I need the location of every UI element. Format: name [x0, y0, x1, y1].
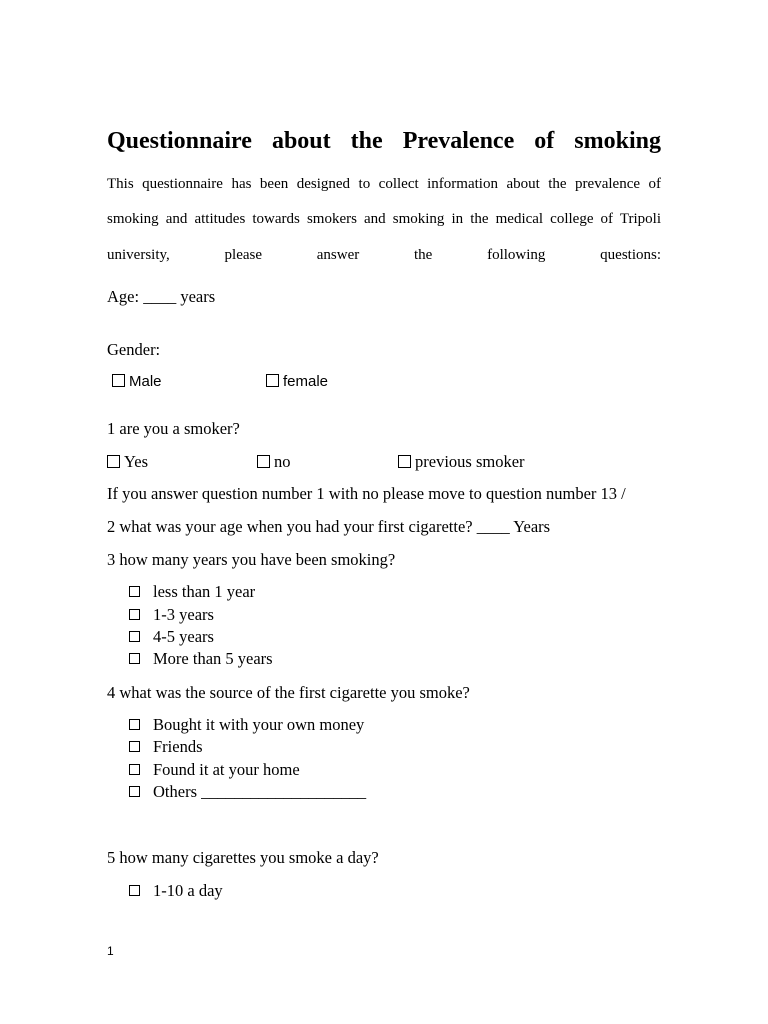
- option-label: Found it at your home: [153, 760, 300, 779]
- checkbox-icon[interactable]: [129, 764, 140, 775]
- option-label: Others ____________________: [153, 782, 367, 801]
- q1-option-previous-smoker[interactable]: [398, 452, 525, 472]
- gender-option-male[interactable]: [112, 373, 162, 390]
- checkbox-icon[interactable]: [112, 374, 125, 387]
- option-label: no: [274, 452, 291, 471]
- question-5: 5 how many cigarettes you smoke a day?: [107, 848, 379, 867]
- q3-option[interactable]: [129, 627, 214, 647]
- q1-option-no[interactable]: [257, 452, 291, 472]
- gender-label: Gender:: [107, 340, 161, 359]
- checkbox-icon[interactable]: [129, 586, 140, 597]
- option-label: less than 1 year: [153, 582, 256, 601]
- option-label: 4-5 years: [153, 627, 214, 646]
- question-3: 3 how many years you have been smoking?: [107, 550, 396, 569]
- q3-option[interactable]: [129, 582, 255, 602]
- checkbox-icon[interactable]: [129, 719, 140, 730]
- checkbox-icon[interactable]: [129, 885, 140, 896]
- page-number: 1: [107, 944, 114, 958]
- q4-option[interactable]: [129, 715, 364, 735]
- q4-option[interactable]: [129, 760, 300, 780]
- checkbox-icon[interactable]: [129, 653, 140, 664]
- option-label: female: [283, 373, 329, 390]
- checkbox-icon[interactable]: [129, 631, 140, 642]
- intro-line-1: This questionnaire has been designed to collect information about the prevalence of: [107, 176, 661, 192]
- option-label: More than 5 years: [153, 649, 273, 668]
- checkbox-icon[interactable]: [266, 374, 279, 387]
- question-2: 2 what was your age when you had your first cigarette? ____ Years: [107, 517, 551, 536]
- option-label: previous smoker: [415, 452, 525, 471]
- page-title: Questionnaire about the Prevalence of smoking: [107, 128, 661, 154]
- option-label: Male: [129, 373, 162, 390]
- question-4: 4 what was the source of the first cigarette you smoke?: [107, 683, 470, 702]
- q1-option-yes[interactable]: [107, 452, 148, 472]
- option-label: Friends: [153, 737, 203, 756]
- option-label: 1-10 a day: [153, 881, 223, 900]
- q4-option[interactable]: [129, 737, 203, 757]
- checkbox-icon[interactable]: [107, 455, 120, 468]
- age-question: Age: ____ years: [107, 287, 216, 306]
- q4-option[interactable]: [129, 782, 366, 802]
- intro-line-3: university, please answer the following questions:: [107, 247, 661, 263]
- checkbox-icon[interactable]: [257, 455, 270, 468]
- checkbox-icon[interactable]: [129, 609, 140, 620]
- checkbox-icon[interactable]: [398, 455, 411, 468]
- checkbox-icon[interactable]: [129, 741, 140, 752]
- q3-option[interactable]: [129, 605, 214, 625]
- skip-note: If you answer question number 1 with no please move to question number 13 /: [107, 484, 626, 503]
- option-label: Yes: [124, 452, 149, 471]
- q3-option[interactable]: [129, 649, 273, 669]
- option-label: 1-3 years: [153, 605, 214, 624]
- checkbox-icon[interactable]: [129, 786, 140, 797]
- gender-option-female[interactable]: [266, 373, 328, 390]
- question-1: 1 are you a smoker?: [107, 419, 240, 438]
- option-label: Bought it with your own money: [153, 715, 365, 734]
- intro-line-2: smoking and attitudes towards smokers and smoking in the medical college of Tripoli: [107, 211, 661, 227]
- q5-option[interactable]: [129, 881, 223, 901]
